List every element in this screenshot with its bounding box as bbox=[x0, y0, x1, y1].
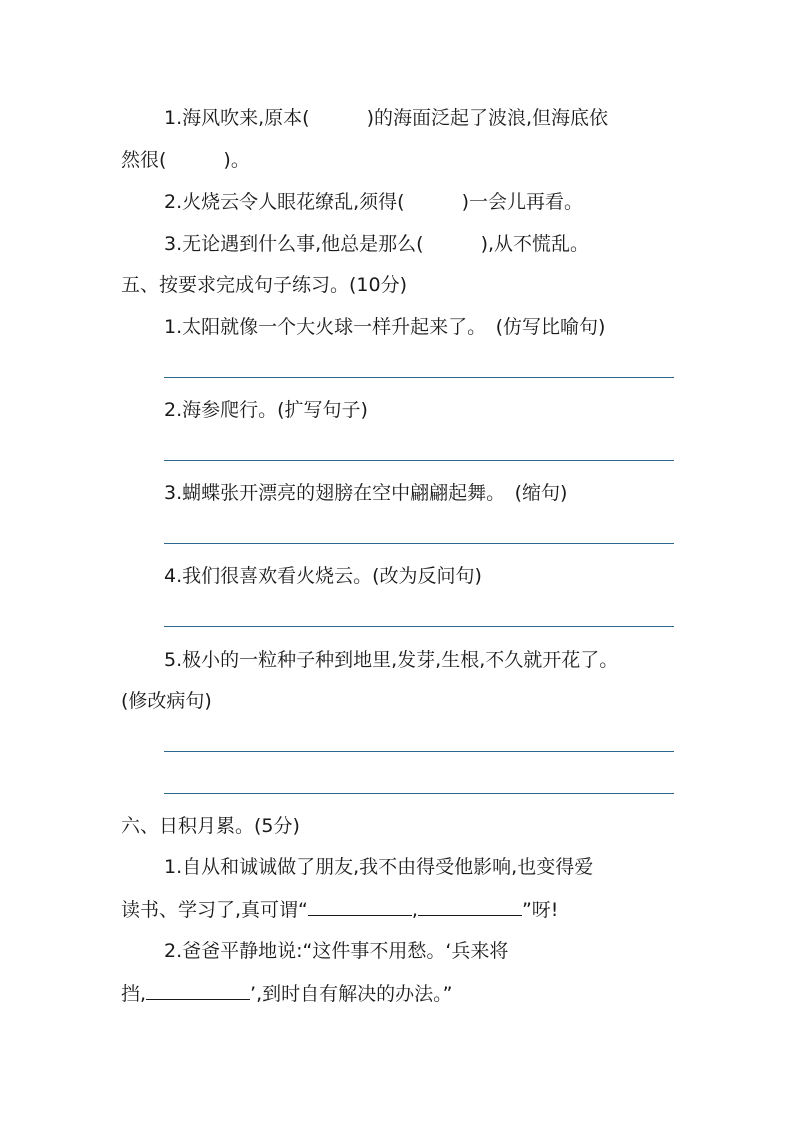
s5-q2: 2.海参爬行。(扩写句子) bbox=[164, 399, 368, 421]
s6-q2-line2 bbox=[121, 981, 452, 1006]
s6-q1-line2 bbox=[121, 897, 558, 922]
s6-q2-blank[interactable] bbox=[146, 981, 250, 1000]
s5-q5-line2: (修改病句) bbox=[121, 690, 212, 712]
s5-q4-answer-line[interactable] bbox=[164, 626, 674, 627]
s6-q1-comma: , bbox=[411, 899, 418, 921]
s4-q1-line1: 1.海风吹来,原本( )的海面泛起了波浪,但海底依 bbox=[164, 107, 609, 129]
s6-q1-blank-2[interactable] bbox=[418, 897, 522, 916]
s5-q3-answer-line[interactable] bbox=[164, 543, 674, 544]
s4-q3: 3.无论遇到什么事,他总是那么( ),从不慌乱。 bbox=[164, 233, 590, 255]
s6-q2-line1: 2.爸爸平静地说:“这件事不用愁。‘兵来将 bbox=[164, 940, 509, 962]
s5-q5-line1: 5.极小的一粒种子种到地里,发芽,生根,不久就开花了。 bbox=[164, 649, 619, 671]
s5-q3: 3.蝴蝶张开漂亮的翅膀在空中翩翩起舞。 (缩句) bbox=[164, 482, 568, 504]
s6-q1-blank-1[interactable] bbox=[308, 897, 412, 916]
s6-q2-prefix: 挡, bbox=[121, 983, 147, 1005]
s6-q1-line1: 1.自从和诚诚做了朋友,我不由得受他影响,也变得爱 bbox=[164, 856, 594, 878]
s6-q2-suffix: ’,到时自有解决的办法。” bbox=[250, 983, 453, 1005]
s5-q5-answer-line-1[interactable] bbox=[164, 751, 674, 752]
s5-q5-answer-line-2[interactable] bbox=[164, 793, 674, 794]
s4-q1-line2: 然很( )。 bbox=[121, 149, 250, 171]
s4-q2: 2.火烧云令人眼花缭乱,须得( )一会儿再看。 bbox=[164, 191, 583, 213]
s5-title: 五、按要求完成句子练习。(10分) bbox=[121, 274, 408, 296]
s5-q2-answer-line[interactable] bbox=[164, 460, 674, 461]
s5-q1: 1.太阳就像一个大火球一样升起来了。 (仿写比喻句) bbox=[164, 316, 606, 338]
s5-q1-answer-line[interactable] bbox=[164, 377, 674, 378]
s6-q1-suffix: ”呀! bbox=[521, 899, 559, 921]
s6-title: 六、日积月累。(5分) bbox=[121, 815, 300, 837]
s6-q1-prefix: 读书、学习了,真可谓“ bbox=[121, 899, 308, 921]
s5-q4: 4.我们很喜欢看火烧云。(改为反问句) bbox=[164, 565, 482, 587]
